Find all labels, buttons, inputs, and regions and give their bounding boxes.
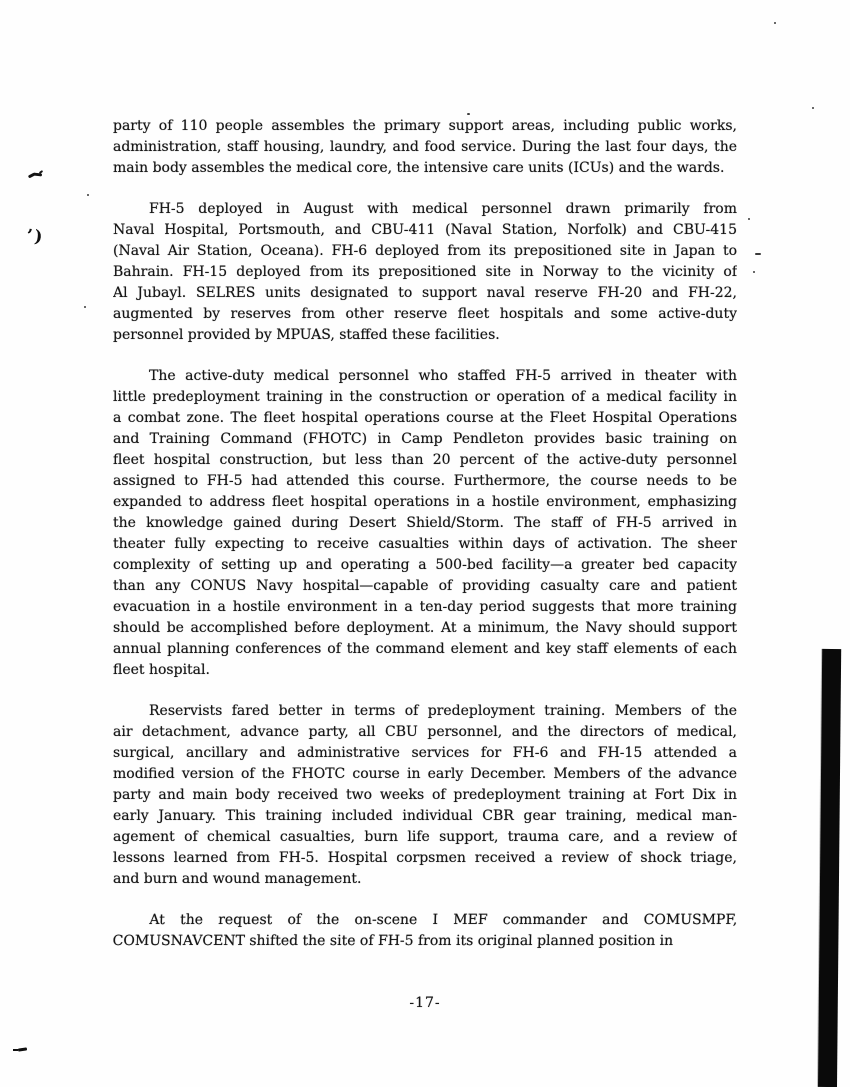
scan-speckle xyxy=(84,306,86,308)
paragraph xyxy=(113,116,737,179)
text-line: party and main body received two weeks of predeployment training at Fort Dix in xyxy=(113,787,737,803)
text-line: theater fully expecting to receive casualties within days of activation. The sheer xyxy=(113,536,737,552)
text-line: The active-duty medical personnel who staffed FH-5 arrived in theater with xyxy=(149,368,737,384)
text-line: personnel provided by MPUAS, staffed these facilities. xyxy=(113,327,500,343)
document-text xyxy=(113,116,737,972)
text-line: the knowledge gained during Desert Shield/Storm. The staff of FH-5 arrived in xyxy=(113,515,737,531)
paragraph xyxy=(113,701,737,890)
scan-speckle xyxy=(812,107,814,109)
text-line: assigned to FH-5 had attended this course. Furthermore, the course needs to be xyxy=(113,473,737,489)
text-line: and burn and wound management. xyxy=(113,871,362,887)
text-line: fleet hospital construction, but less than 20 percent of the active-duty personnel xyxy=(113,452,737,468)
text-line: evacuation in a hostile environment in a ten-day period suggests that more training xyxy=(113,599,737,615)
text-line: should be accomplished before deployment. At a minimum, the Navy should support xyxy=(113,620,737,636)
text-line: little predeployment training in the construction or operation of a medical facility in xyxy=(113,389,737,405)
text-line: early January. This training included individual CBR gear training, medical man- xyxy=(113,808,737,824)
scan-speckle xyxy=(753,271,755,273)
pen-dash-mark xyxy=(13,1047,28,1052)
text-line: complexity of setting up and operating a 500-bed facility—a greater bed capacity xyxy=(113,557,737,573)
page-number: -17- xyxy=(409,995,441,1011)
text-line: augmented by reserves from other reserve fleet hospitals and some active-duty xyxy=(113,306,737,322)
text-line: main body assembles the medical core, the intensive care units (ICUs) and the wards. xyxy=(113,160,725,176)
text-line: party of 110 people assembles the primary support areas, including public works, xyxy=(113,118,737,134)
text-line: and Training Command (FHOTC) in Camp Pendleton provides basic training on xyxy=(113,431,737,447)
paragraph xyxy=(113,366,737,681)
scan-speckle xyxy=(748,218,750,220)
text-line: (Naval Air Station, Oceana). FH-6 deployed from its prepositioned site in Japan to xyxy=(113,243,737,259)
text-line: Reservists fared better in terms of predeployment training. Members of the xyxy=(149,703,737,719)
text-line: annual planning conferences of the command element and key staff elements of each xyxy=(113,641,737,657)
text-line: Naval Hospital, Portsmouth, and CBU-411 (Naval Station, Norfolk) and CBU-415 xyxy=(113,222,737,238)
text-line: than any CONUS Navy hospital—capable of providing casualty care and patient xyxy=(113,578,737,594)
text-line: fleet hospital. xyxy=(113,662,210,678)
text-line: lessons learned from FH-5. Hospital corpsmen received a review of shock triage, xyxy=(113,850,737,866)
text-line: At the request of the on-scene I MEF commander and COMUSMPF, xyxy=(149,912,738,928)
text-line: Bahrain. FH-15 deployed from its prepositioned site in Norway to the vicinity of xyxy=(113,264,737,280)
scan-speckle xyxy=(87,194,89,196)
scan-speckle xyxy=(755,253,761,255)
paragraph xyxy=(112,910,737,952)
text-line: modified version of the FHOTC course in early December. Members of the advance xyxy=(113,766,737,782)
pen-squiggle-mark xyxy=(28,170,44,180)
text-line: a combat zone. The fleet hospital operations course at the Fleet Hospital Operations xyxy=(113,410,737,426)
paragraph xyxy=(113,199,737,346)
text-line: surgical, ancillary and administrative services for FH-6 and FH-15 attended a xyxy=(113,745,737,761)
scan-speckle xyxy=(467,113,470,115)
text-line: air detachment, advance party, all CBU personnel, and the directors of medical, xyxy=(113,724,737,740)
text-line: FH-5 deployed in August with medical personnel drawn primarily from xyxy=(149,201,737,217)
scan-speckle xyxy=(774,22,776,24)
pen-paren-mark: ’) xyxy=(25,225,46,248)
text-line: COMUSNAVCENT shifted the site of FH-5 from its original planned position in xyxy=(112,933,674,949)
text-line: Al Jubayl. SELRES units designated to support naval reserve FH-20 and FH-22, xyxy=(113,285,737,301)
text-line: administration, staff housing, laundry, and food service. During the last four days, the xyxy=(113,139,737,155)
text-line: expanded to address fleet hospital operations in a hostile environment, emphasizing xyxy=(113,494,737,510)
text-line: agement of chemical casualties, burn life support, trauma care, and a review of xyxy=(113,829,737,845)
scan-binding-bar xyxy=(818,649,841,1087)
